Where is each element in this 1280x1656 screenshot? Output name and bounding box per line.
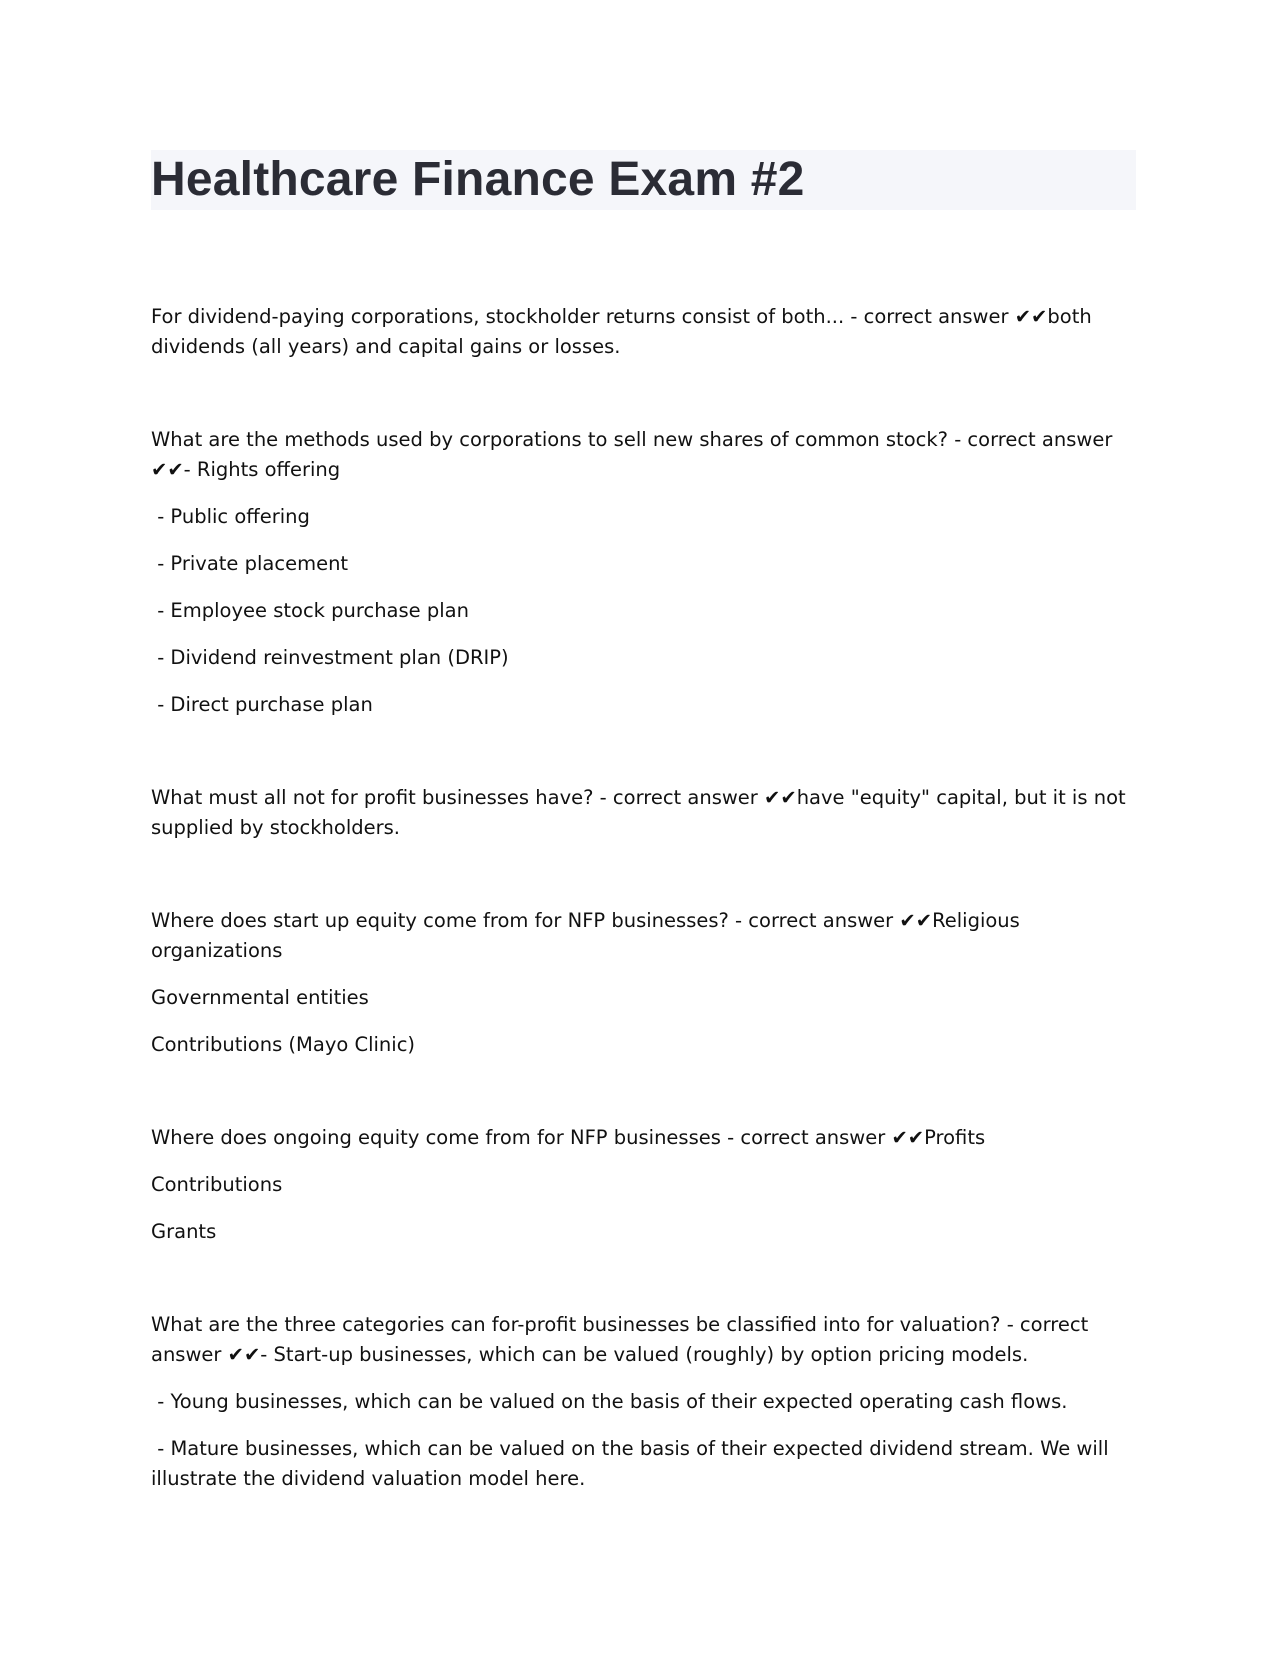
qa-item — [151, 1123, 1136, 1247]
qa-line: - Mature businesses, which can be valued on the basis of their expected dividend stream. We will illustrate the dividend valuation model here. — [151, 1437, 1115, 1490]
qa-line: Grants — [151, 1220, 217, 1243]
qa-line: - Young businesses, which can be valued on the basis of their expected operating cash flows. — [151, 1390, 1068, 1413]
qa-line: - Dividend reinvestment plan (DRIP) — [151, 646, 509, 669]
qa-item — [151, 425, 1136, 720]
qa-line: What are the methods used by corporations to sell new shares of common stock? - correct answer ✔✔- Rights offering — [151, 428, 1113, 481]
qa-line: - Employee stock purchase plan — [151, 599, 469, 622]
qa-line: What are the three categories can for-profit businesses be classified into for valuation? - correct answer ✔✔- Start-up businesses, which can be valued (roughly) by option pricing models. — [151, 1313, 1089, 1366]
qa-line: Where does start up equity come from for NFP businesses? - correct answer ✔✔Religious organizations — [151, 909, 1020, 962]
qa-line: What must all not for profit businesses have? - correct answer ✔✔have "equity" capital, but it is not supplied by stockholders. — [151, 786, 1126, 839]
qa-list — [151, 302, 1136, 1494]
qa-item — [151, 783, 1136, 843]
qa-item — [151, 302, 1136, 362]
qa-item — [151, 1310, 1136, 1494]
qa-line: - Public offering — [151, 505, 310, 528]
title-banner — [151, 150, 1136, 210]
qa-line: Contributions — [151, 1173, 283, 1196]
qa-line: Governmental entities — [151, 986, 369, 1009]
qa-line: For dividend-paying corporations, stockholder returns consist of both... - correct answer ✔✔both dividends (all years) and capital gains or losses. — [151, 305, 1092, 358]
qa-item — [151, 906, 1136, 1060]
document-page — [151, 150, 1136, 1557]
qa-line: Where does ongoing equity come from for NFP businesses - correct answer ✔✔Profits — [151, 1126, 986, 1149]
qa-line: - Direct purchase plan — [151, 693, 373, 716]
qa-line: - Private placement — [151, 552, 349, 575]
page-title: Healthcare Finance Exam #2 — [151, 153, 805, 206]
qa-line: Contributions (Mayo Clinic) — [151, 1033, 416, 1056]
